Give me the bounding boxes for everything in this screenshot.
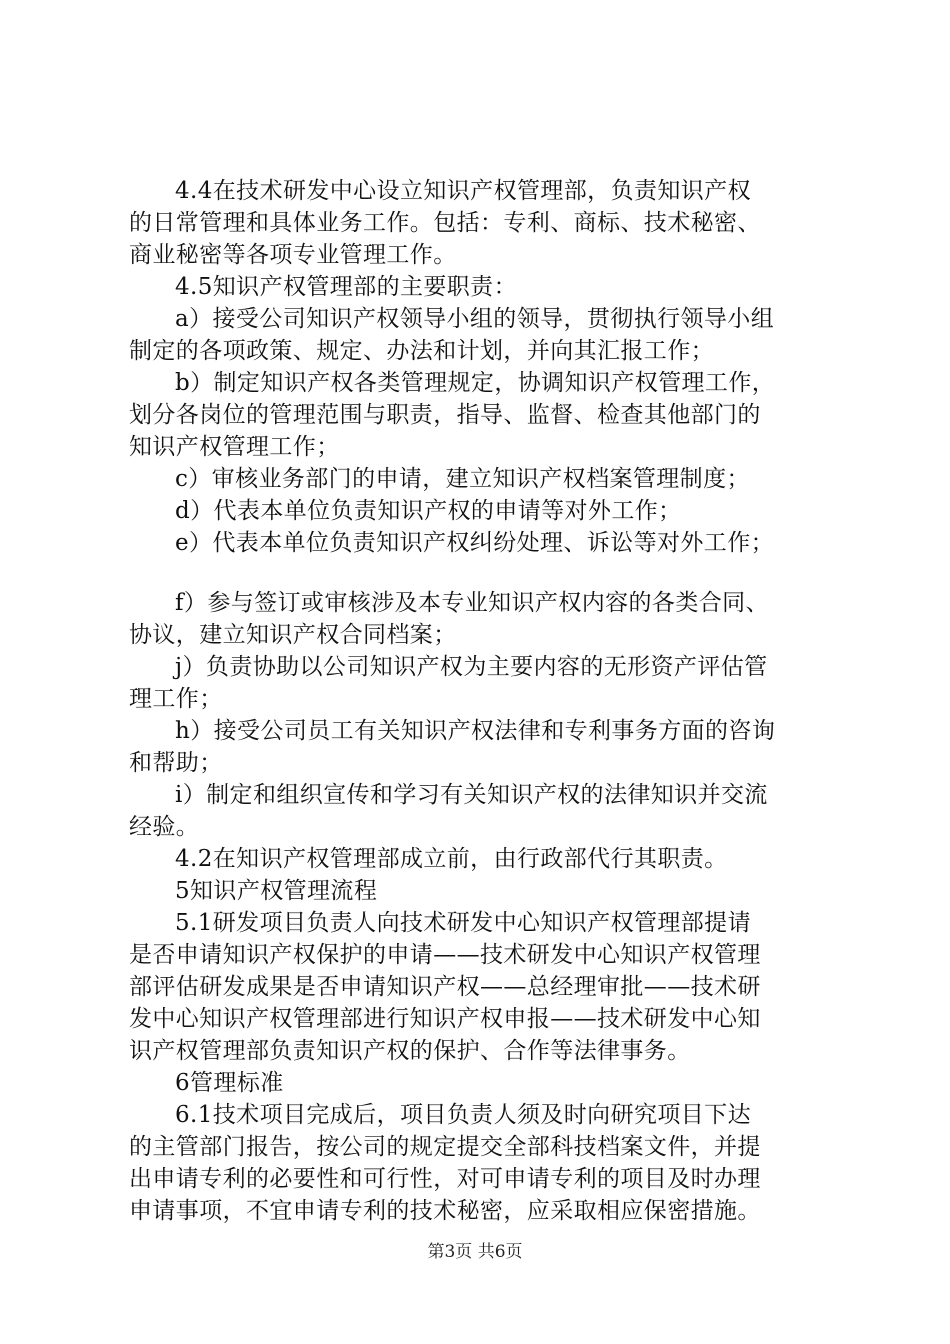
paragraph-line: 发中心知识产权管理部进行知识产权申报——技术研发中心知 <box>129 1006 761 1032</box>
paragraph-line: 6.1技术项目完成后，项目负责人须及时向研究项目下达 <box>175 1102 751 1128</box>
paragraph-line: 出申请专利的必要性和可行性，对可申请专利的项目及时办理 <box>129 1166 761 1192</box>
paragraph-line: 识产权管理部负责知识产权的保护、合作等法律事务。 <box>129 1038 691 1064</box>
paragraph-line: a）接受公司知识产权领导小组的领导，贯彻执行领导小组 <box>175 306 775 332</box>
paragraph-line: 协议，建立知识产权合同档案； <box>129 622 457 648</box>
paragraph-line: 划分各岗位的管理范围与职责，指导、监督、检查其他部门的 <box>129 402 761 428</box>
paragraph-line: 知识产权管理工作； <box>129 434 340 460</box>
paragraph-line: 4.2在知识产权管理部成立前，由行政部代行其职责。 <box>175 846 728 872</box>
paragraph-line: 部评估研发成果是否申请知识产权——总经理审批——技术研 <box>129 974 761 1000</box>
page-number-footer: 第3页 共6页 <box>427 1242 523 1262</box>
paragraph-line: c）审核业务部门的申请，建立知识产权档案管理制度； <box>175 466 750 492</box>
paragraph-line: 5.1研发项目负责人向技术研发中心知识产权管理部提请 <box>175 910 751 936</box>
paragraph-line: 申请事项，不宜申请专利的技术秘密，应采取相应保密措施。 <box>129 1198 761 1224</box>
blank-gap <box>129 559 829 587</box>
paragraph-line: b）制定知识产权各类管理规定，协调知识产权管理工作， <box>175 370 776 396</box>
paragraph-line: 制定的各项政策、规定、办法和计划，并向其汇报工作； <box>129 338 714 364</box>
document-body <box>129 175 829 1227</box>
paragraph-line: 4.5知识产权管理部的主要职责： <box>175 274 517 300</box>
paragraph-line: 是否申请知识产权保护的申请——技术研发中心知识产权管理 <box>129 942 761 968</box>
paragraph-line: d）代表本单位负责知识产权的申请等对外工作； <box>175 498 682 524</box>
paragraph-line: f）参与签订或审核涉及本专业知识产权内容的各类合同、 <box>175 590 769 616</box>
section-heading: 6管理标准 <box>175 1070 284 1096</box>
section-heading: 5知识产权管理流程 <box>175 878 378 904</box>
paragraph-line: e）代表本单位负责知识产权纠纷处理、诉讼等对外工作； <box>175 530 775 556</box>
paragraph-line: 理工作； <box>129 686 223 712</box>
paragraph-line: 经验。 <box>129 814 200 840</box>
paragraph-line: 商业秘密等各项专业管理工作。 <box>129 242 457 268</box>
paragraph-line: i）制定和组织宣传和学习有关知识产权的法律知识并交流 <box>175 782 768 808</box>
paragraph-line: h）接受公司员工有关知识产权法律和专利事务方面的咨询 <box>175 718 776 744</box>
paragraph-line: j）负责协助以公司知识产权为主要内容的无形资产评估管 <box>175 654 768 680</box>
paragraph-line: 4.4在技术研发中心设立知识产权管理部，负责知识产权 <box>175 178 751 204</box>
paragraph-line: 的主管部门报告，按公司的规定提交全部科技档案文件，并提 <box>129 1134 761 1160</box>
paragraph-line: 和帮助； <box>129 750 223 776</box>
paragraph-line: 的日常管理和具体业务工作。包括：专利、商标、技术秘密、 <box>129 210 761 236</box>
